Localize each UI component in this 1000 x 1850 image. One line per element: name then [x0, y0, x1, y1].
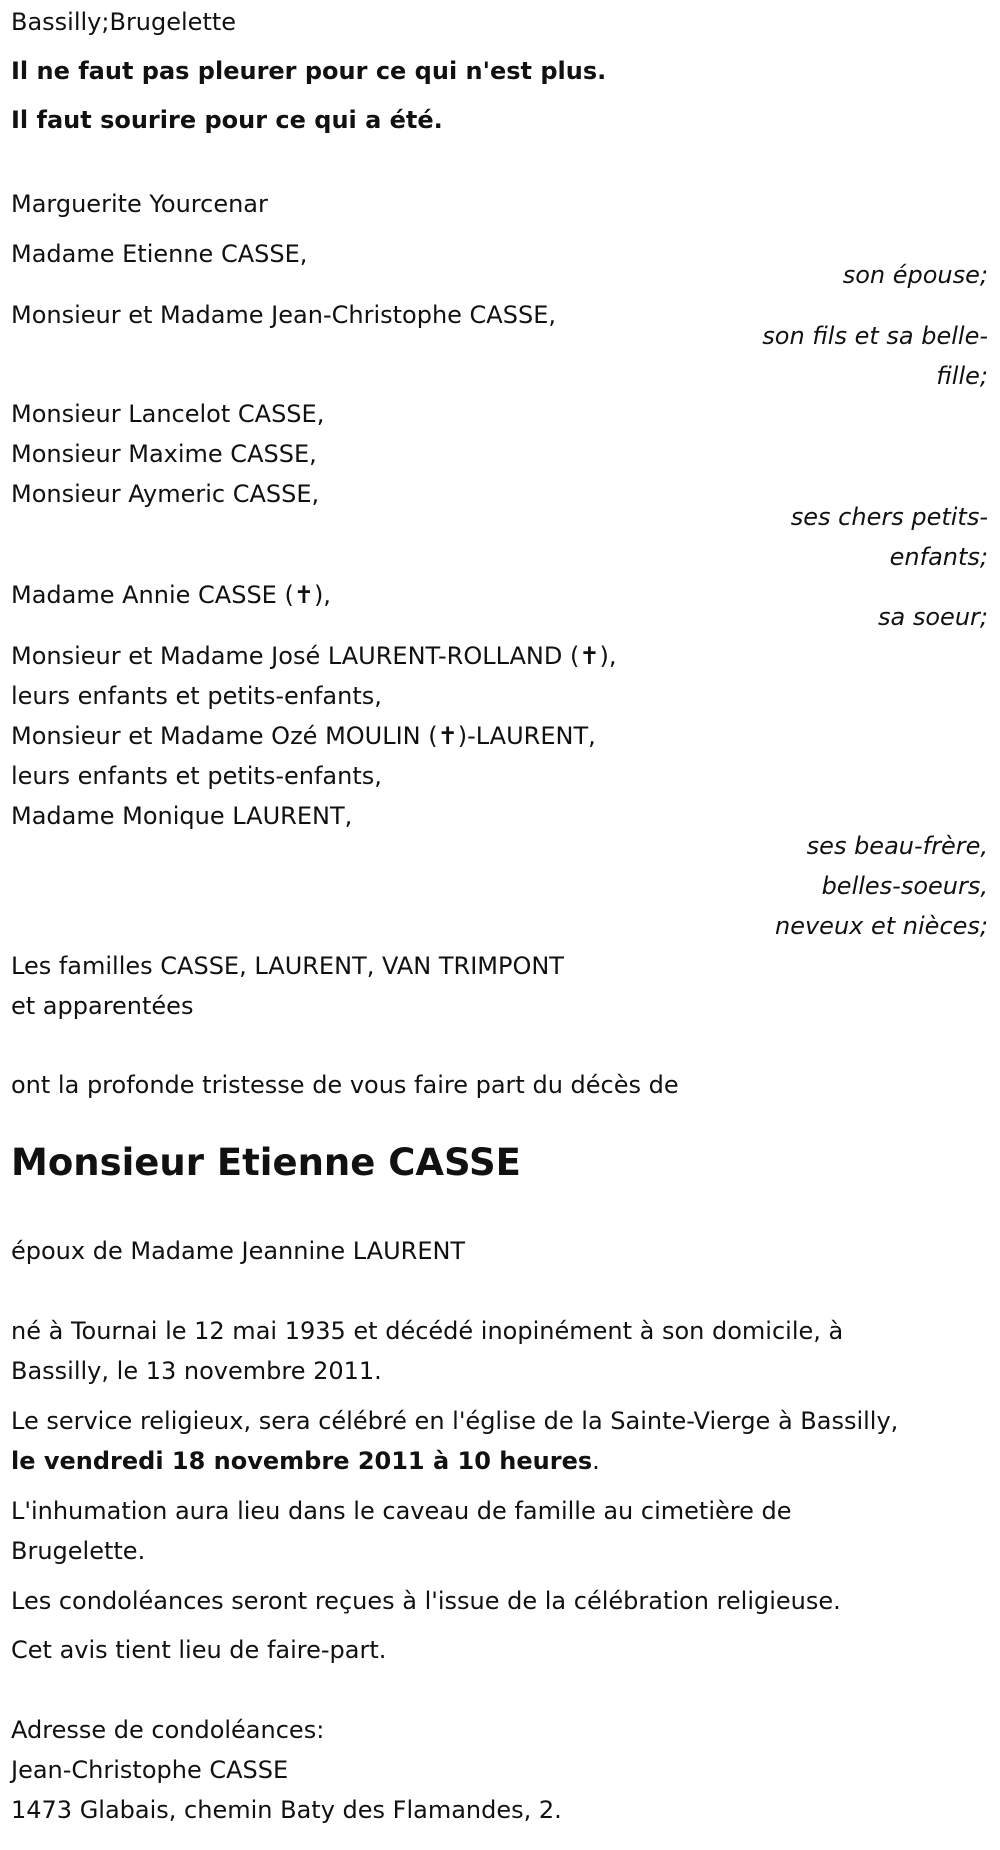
in-law-line: leurs enfants et petits-enfants,	[11, 762, 382, 790]
address-label: Adresse de condoléances:	[11, 1716, 325, 1744]
birth-death-line: né à Tournai le 12 mai 1935 et décédé inopinément à son domicile, à	[11, 1317, 844, 1345]
quote-line-1: Il ne faut pas pleurer pour ce qui n'est plus.	[11, 57, 607, 85]
families-line-1: Les familles CASSE, LAURENT, VAN TRIMPONT	[11, 952, 564, 980]
quote-author: Marguerite Yourcenar	[11, 190, 268, 218]
in-law-line: Madame Monique LAURENT,	[11, 802, 353, 830]
son-name: Monsieur et Madame Jean-Christophe CASSE,	[11, 301, 556, 329]
families-line-2: et apparentées	[11, 992, 194, 1020]
in-law-line: leurs enfants et petits-enfants,	[11, 682, 382, 710]
service-date	[11, 1441, 600, 1481]
deceased-name: Monsieur Etienne CASSE	[11, 1141, 521, 1184]
in-laws-relation-line: belles-soeurs,	[821, 872, 988, 900]
burial-line: Brugelette.	[11, 1537, 146, 1565]
in-laws-relation	[728, 826, 988, 946]
in-law-line: Monsieur et Madame José LAURENT-ROLLAND (✝),	[11, 642, 617, 670]
service-date-tail: .	[592, 1447, 600, 1475]
grandchildren-relation: ses chers petits-enfants;	[790, 503, 988, 571]
address-street: 1473 Glabais, chemin Baty des Flamandes, 2.	[11, 1796, 562, 1824]
son-relation: son fils et sa belle-fille;	[762, 322, 988, 390]
grandchild-name: Monsieur Maxime CASSE,	[11, 440, 317, 468]
grandchild-name: Monsieur Aymeric CASSE,	[11, 480, 320, 508]
announcement: ont la profonde tristesse de vous faire part du décès de	[11, 1071, 679, 1099]
address-name: Jean-Christophe CASSE	[11, 1756, 289, 1784]
deceased-spouse: époux de Madame Jeannine LAURENT	[11, 1237, 466, 1265]
sister-relation: sa soeur;	[878, 603, 988, 631]
in-law-line: Monsieur et Madame Ozé MOULIN (✝)-LAURENT,	[11, 722, 596, 750]
notice: Cet avis tient lieu de faire-part.	[11, 1636, 387, 1664]
birth-death-line: Bassilly, le 13 novembre 2011.	[11, 1357, 382, 1385]
sister-name: Madame Annie CASSE (✝),	[11, 581, 331, 609]
in-laws-relation-line: ses beau-frère,	[806, 832, 988, 860]
service-date-bold: le vendredi 18 novembre 2011 à 10 heures	[11, 1447, 593, 1475]
quote-line-2: Il faut sourire pour ce qui a été.	[11, 106, 443, 134]
spouse-relation: son épouse;	[842, 261, 988, 289]
burial-line: L'inhumation aura lieu dans le caveau de famille au cimetière de	[11, 1497, 792, 1525]
service-line: Le service religieux, sera célébré en l'église de la Sainte-Vierge à Bassilly,	[11, 1407, 899, 1435]
location-header: Bassilly;Brugelette	[11, 8, 237, 36]
condolences-note: Les condoléances seront reçues à l'issue de la célébration religieuse.	[11, 1587, 841, 1615]
spouse-name: Madame Etienne CASSE,	[11, 240, 308, 268]
grandchild-name: Monsieur Lancelot CASSE,	[11, 400, 325, 428]
in-laws-relation-line: neveux et nièces;	[775, 912, 988, 940]
